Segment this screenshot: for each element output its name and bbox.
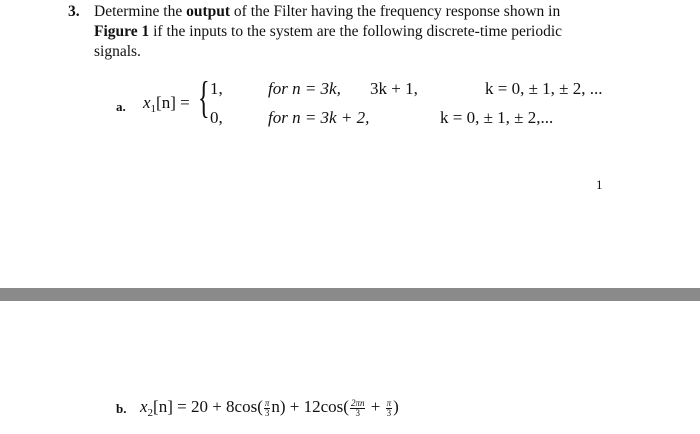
question-line-2 bbox=[94, 22, 562, 42]
part-a-lhs-var: x bbox=[143, 93, 151, 112]
question-line-3: signals. bbox=[94, 43, 141, 60]
part-a-lhs-sub: 1 bbox=[150, 103, 157, 115]
part-b-frac2-num: 2πn bbox=[350, 397, 365, 408]
part-b-frac3-num: π bbox=[386, 397, 392, 408]
question-line-2-bold: Figure 1 bbox=[94, 23, 150, 40]
part-a-case1-condition: for n = 3k, bbox=[268, 79, 341, 98]
part-b-frac3-den: 3 bbox=[386, 407, 392, 418]
part-a-case1-value: 1, bbox=[210, 79, 223, 98]
question-line-1-bold: output bbox=[186, 3, 231, 20]
part-b-fraction-1 bbox=[264, 399, 271, 418]
part-b-equation bbox=[140, 397, 399, 419]
page-divider bbox=[0, 288, 700, 301]
part-a-lhs bbox=[143, 93, 190, 115]
part-a-case2-k-range: k = 0, ± 1, ± 2,... bbox=[440, 108, 554, 127]
part-b-expr-mid: n) + 12cos( bbox=[271, 397, 349, 416]
part-b-frac1-num: π bbox=[264, 397, 270, 408]
part-a-brace: { bbox=[198, 73, 210, 122]
part-a-label: a. bbox=[116, 99, 126, 114]
question-number: 3. bbox=[68, 3, 80, 20]
part-b-fraction-2 bbox=[350, 399, 366, 418]
question-line-1-post: of the Filter having the frequency response shown in bbox=[230, 3, 561, 20]
question-line-1-pre: Determine the bbox=[94, 3, 187, 20]
part-b-label: b. bbox=[116, 401, 127, 416]
part-a-lhs-arg: [n] = bbox=[156, 93, 190, 112]
part-b-lhs-sub: 2 bbox=[147, 407, 154, 419]
part-a-case1-extra: 3k + 1, bbox=[370, 79, 418, 98]
part-a-case2-value: 0, bbox=[210, 108, 223, 127]
part-b-expr-end: ) bbox=[393, 397, 399, 416]
question-line-2-post: if the inputs to the system are the following discrete-time periodic bbox=[149, 23, 563, 40]
part-b-frac1-den: 3 bbox=[264, 407, 270, 418]
part-b-frac2-den: 3 bbox=[355, 407, 360, 418]
part-a-case1-k-range: k = 0, ± 1, ± 2, ... bbox=[485, 79, 603, 98]
part-b-expr-pre: [n] = 20 + 8cos( bbox=[153, 397, 263, 416]
page-number: 1 bbox=[596, 177, 603, 192]
question-line-1 bbox=[94, 2, 560, 22]
part-b-fraction-3 bbox=[386, 399, 393, 418]
part-b-lhs-var: x bbox=[140, 397, 148, 416]
part-a-case2-condition: for n = 3k + 2, bbox=[268, 108, 370, 127]
part-b-expr-plus: + bbox=[366, 397, 385, 416]
